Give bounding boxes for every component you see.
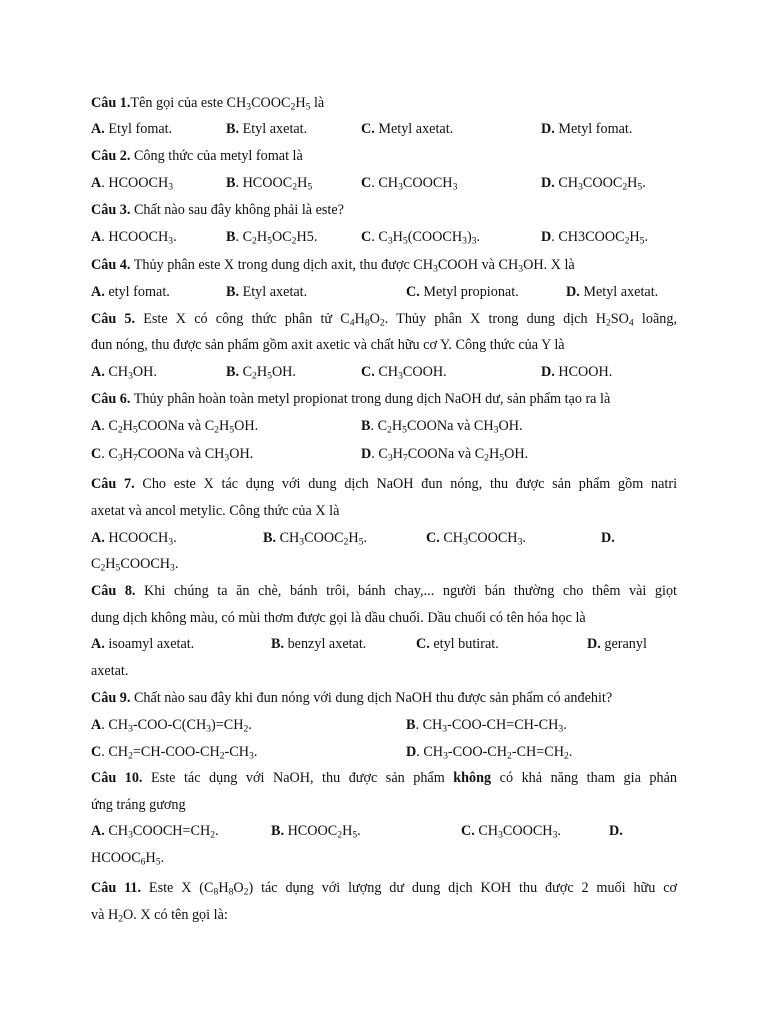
q7-stem-line-2: axetat và ancol metylic. Công thức của X là (91, 503, 340, 519)
q1-option-c: C. Metyl axetat. (361, 121, 454, 137)
q10-option-d-text: $HCOOC_6H_5$. (91, 850, 165, 868)
q9-stem: Câu 9. Chất nào sau đây khi đun nóng với dung dịch NaOH thu được sản phẩm có anđehit? (91, 690, 613, 706)
q6-option-c: C. $C_3H_7COONa$ và $CH_3OH$. (91, 446, 254, 464)
q8-option-c: C. etyl butirat. (416, 636, 499, 652)
q11-stem: Câu 11. Este X $(C_8H_8O_2)$ tác dụng với lượng dư dung dịch KOH thu được 2 muối hữu cơ (91, 880, 677, 898)
q8-option-a: A. isoamyl axetat. (91, 636, 195, 652)
q8-option-d: D. geranyl (587, 636, 647, 652)
q5-option-a: A. $CH_3OH$. (91, 364, 157, 382)
q3-option-c: C. $C_3H_5(COOCH_3)_3$. (361, 229, 481, 247)
q3-option-a: A. $HCOOCH_3$. (91, 229, 177, 247)
q1-stem: Câu 1.Tên gọi của este $CH_3COOC_2H_5$ là (91, 95, 325, 113)
q4-option-b: B. Etyl axetat. (226, 284, 308, 300)
q4-option-a: A. etyl fomat. (91, 284, 170, 300)
q5-stem-line-2: đun nóng, thu được sản phẩm gồm axit axetic và chất hữu cơ Y. Công thức của Y là (91, 337, 565, 353)
q2-option-b: B. $HCOOC_2H_5$ (226, 175, 313, 193)
q11-stem-line-2: và $H_2O$. X có tên gọi là: (91, 907, 228, 925)
q10-option-b: B. $HCOOC_2H_5$. (271, 823, 361, 841)
q3-option-b: B. $C_2H_5OC_2H5$. (226, 229, 318, 247)
q7-option-c: C. $CH_3COOCH_3$. (426, 530, 526, 548)
q9-option-c: C. $CH_2=CH-COO-CH_2-CH_3$. (91, 744, 258, 762)
q8-stem-line-2: dung dịch không màu, có mùi thơm được gọi là dầu chuối. Dầu chuối có tên hóa học là (91, 610, 586, 626)
q1-option-a: A. Etyl fomat. (91, 121, 173, 137)
q2-option-d: D. $CH_3COOC_2H_5$. (541, 175, 646, 193)
q7-option-b: B. $CH_3COOC_2H_5$. (263, 530, 367, 548)
q5-option-d: D. HCOOH. (541, 364, 613, 380)
q5-stem: Câu 5. Este X có công thức phân tử $C_4H_8O_2$. Thủy phân X trong dung dịch $H_2SO_4$ loãng, (91, 311, 677, 329)
q7-option-d: D. (601, 530, 615, 546)
q1-option-b: B. Etyl axetat. (226, 121, 308, 137)
q10-stem: Câu 10. Este tác dụng với NaOH, thu được sản phẩm không có khả năng tham gia phản (91, 770, 677, 786)
q2-option-c: C. $CH_3COOCH_3$ (361, 175, 458, 193)
q7-option-a: A. $HCOOCH_3$. (91, 530, 177, 548)
q10-option-d: D. (609, 823, 623, 839)
q6-option-d: D. $C_3H_7COONa$ và $C_2H_5OH$. (361, 446, 529, 464)
q5-option-b: B. $C_2H_5OH$. (226, 364, 296, 382)
q10-option-a: A. $CH_3COOCH=CH_2$. (91, 823, 219, 841)
q6-stem: Câu 6. Thủy phân hoàn toàn metyl propionat trong dung dịch NaOH dư, sản phẩm tạo ra là (91, 391, 611, 407)
q7-stem: Câu 7. Cho este X tác dụng với dung dịch NaOH đun nóng, thu được sản phẩm gồm natri (91, 476, 678, 492)
q5-option-c: C. $CH_3COOH$. (361, 364, 447, 382)
q7-option-d-text: $C_2H_5COOCH_3$. (91, 556, 179, 574)
q9-option-b: B. $CH_3-COO-CH=CH-CH_3$. (406, 717, 567, 735)
q3-stem: Câu 3. Chất nào sau đây không phải là este? (91, 202, 344, 218)
q2-option-a: A. $HCOOCH_3$ (91, 175, 174, 193)
q8-stem: Câu 8. Khi chúng ta ăn chè, bánh trôi, bánh chay,... người bán thường cho thêm vài giọt (91, 583, 677, 599)
q3-option-d: D. $CH3COOC_2H_5$. (541, 229, 649, 247)
q4-stem: Câu 4. Thủy phân este X trong dung dịch axit, thu được $CH_3COOH$ và $CH_3OH$. X là (91, 257, 575, 275)
q10-stem-line-2: ứng tráng gương (91, 797, 186, 813)
q8-option-b: B. benzyl axetat. (271, 636, 367, 652)
q6-option-b: B. $C_2H_5COONa$ và $CH_3OH$. (361, 418, 523, 436)
q4-option-d: D. Metyl axetat. (566, 284, 659, 300)
q4-option-c: C. Metyl propionat. (406, 284, 519, 300)
q2-stem: Câu 2. Công thức của metyl fomat là (91, 148, 303, 164)
q6-option-a: A. $C_2H_5COONa$ và $C_2H_5OH$. (91, 418, 259, 436)
q1-option-d: D. Metyl fomat. (541, 121, 633, 137)
q10-option-c: C. $CH_3COOCH_3$. (461, 823, 561, 841)
q8-option-d-text: axetat. (91, 663, 129, 679)
q9-option-a: A. $CH_3-COO-C(CH_3)=CH_2$. (91, 717, 252, 735)
q9-option-d: D. $CH_3-COO-CH_2-CH=CH_2$. (406, 744, 573, 762)
